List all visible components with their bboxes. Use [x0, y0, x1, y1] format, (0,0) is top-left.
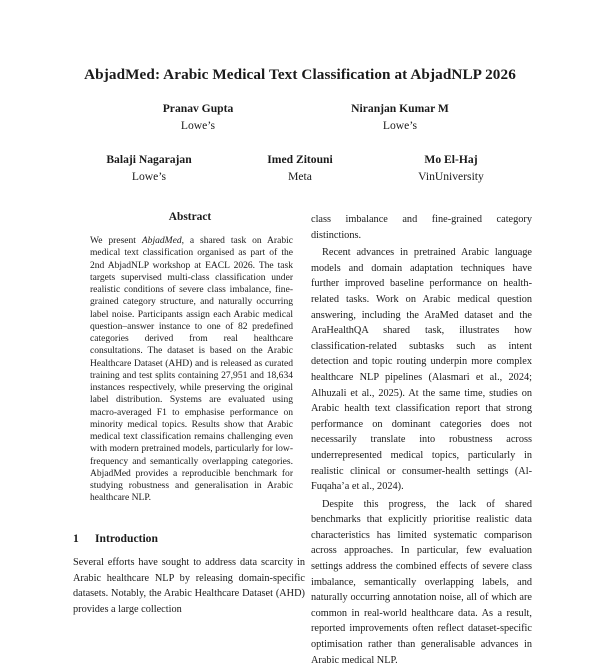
author-block: [320, 100, 480, 134]
author-block: [376, 151, 526, 185]
author-affiliation: Lowe’s: [180, 119, 216, 132]
paragraph: Several efforts have sought to address data scarcity in Arabic healthcare NLP by releasing domain-specific datasets. Notably, the Arabic Healthcare Dataset (AHD) provides a large collection: [73, 557, 305, 615]
paragraph: Recent advances in pretrained Arabic language models and domain adaptation techniques have further improved baseline performance on health-related tasks. Work on Arabic medical question answering, including the AraMed dataset and the AraHealthQA shared task, illustrates how classification-related subtasks such as intent detection and topic routing underpin more complex healthcare NLP pipelines (Alasmari et al., 2024; Alhuzali et al., 2025). At the same time, studies on Arabic health text classification report that strong performance on dominant categories does not necessarily translate into robustness across underrepresented medical topics, particularly in realistic clinical or consumer-health settings (Al-Fuqaha’a et al., 2024).: [311, 247, 532, 493]
abstract-lead: We present: [90, 235, 142, 246]
paragraph: Despite this progress, the lack of shared benchmarks that explicitly prioritise realistic data characteristics has limited systematic comparison across approaches. In particular, few evaluation settings address the combined effects of severe class imbalance, semantically overlapping labels, and naturally occurring annotation noise, all of which are common in real-world healthcare data. As a result, reported improvements often reflect dataset-specific optimisation rather than generalisable advances in Arabic medical NLP.: [311, 498, 532, 666]
author-block: [74, 151, 224, 185]
author-name: Balaji Nagarajan: [106, 153, 192, 166]
task-name: AbjadMed: [141, 235, 182, 246]
author-name: Mo El-Haj: [424, 153, 478, 166]
abstract-body: , a shared task on Arabic medical text classification organised as part of the 2nd AbjadNLP workshop at EACL 2026. The task targets supervised multi-class classification under realistic conditions of severe class imbalance, fine-grained category structure, and naturally occurring label noise. Participants assign each Arabic medical question–answer instance to one of 82 predefined categories derived from real healthcare consultations. The dataset is based on the Arabic Healthcare Dataset (AHD) and is released as curated training and test splits containing 27,951 and 18,634 instances respectively, while preserving the original label distribution. Systems are evaluated using macro-averaged F1 to emphasise performance on minority medical topics. Results show that Arabic medical text classification remains challenging even with modern pretrained models, particularly for low-frequency and semantically overlapping categories. AbjadMed provides a reproducible benchmark for studying robustness and generalisation in Arabic healthcare NLP.: [90, 235, 293, 504]
author-affiliation: Lowe’s: [382, 119, 418, 132]
section-title: Introduction: [95, 532, 158, 545]
author-name: Niranjan Kumar M: [351, 102, 449, 115]
paper-title: AbjadMed: Arabic Medical Text Classification at AbjadNLP 2026: [84, 66, 516, 83]
author-affiliation: Lowe’s: [131, 170, 167, 183]
author-affiliation: VinUniversity: [418, 170, 484, 183]
author-block: [225, 151, 375, 185]
section-heading: [73, 532, 158, 545]
author-name: Imed Zitouni: [267, 153, 333, 166]
paragraph: class imbalance and fine-grained category distinctions.: [311, 214, 532, 241]
intro-text: [73, 555, 305, 617]
abstract-heading: Abstract: [168, 211, 212, 223]
author-name: Pranav Gupta: [162, 102, 234, 115]
section-number: 1: [73, 532, 79, 545]
author-block: [118, 100, 278, 134]
author-affiliation: Meta: [288, 170, 312, 183]
abstract-text: [90, 235, 293, 505]
